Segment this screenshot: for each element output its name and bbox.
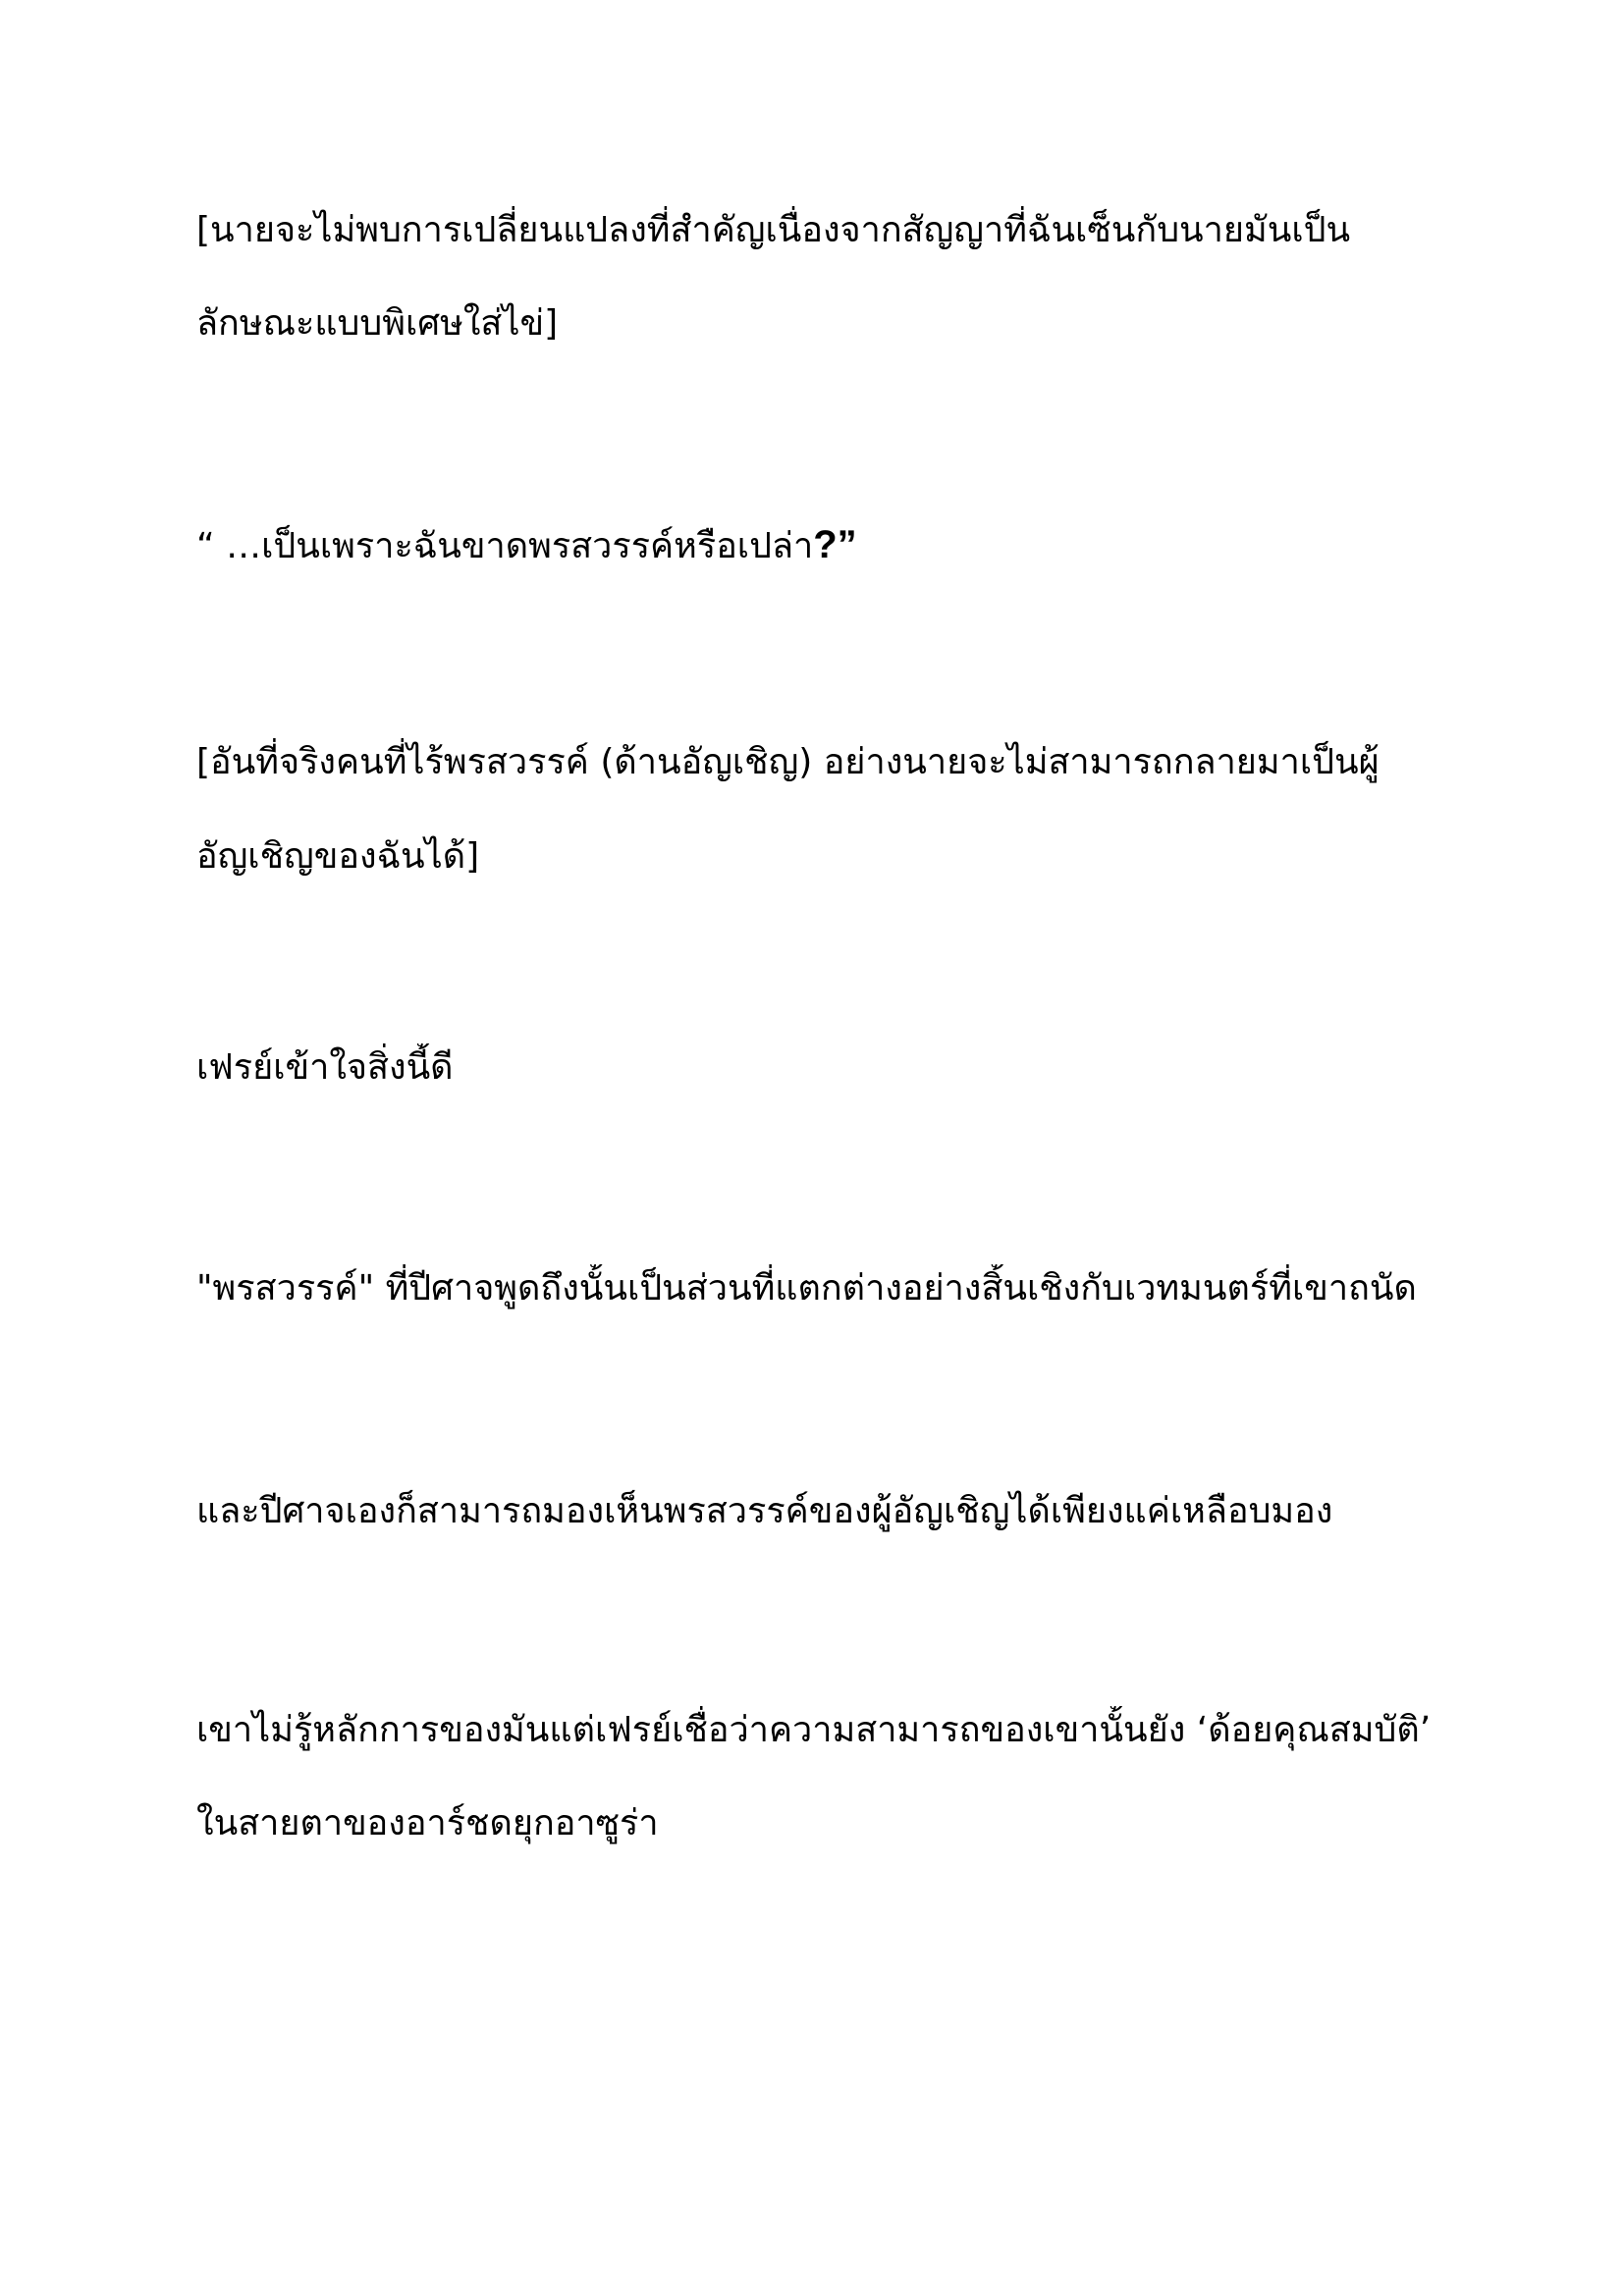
paragraph-3-line-2: อัญเชิญของฉันได้] xyxy=(196,836,480,877)
paragraph-6-line-1: และปีศาจเองก็สามารถมองเห็นพรสวรรค์ของผู้อัญเชิญได้เพียงแค่เหลือบมอง xyxy=(196,1491,1333,1531)
paragraph-4-line-1: เฟรย์เข้าใจสิ่งนี้ดี xyxy=(196,1047,454,1088)
paragraph-7-line-2: ในสายตาของอาร์ชดยุกอาซูร่า xyxy=(196,1803,659,1843)
paragraph-3-line-1: [อันที่จริงคนที่ไร้พรสวรรค์ (ด้านอัญเชิญ) อย่างนายจะไม่สามารถกลายมาเป็นผู้ xyxy=(196,742,1380,782)
dialogue-text: “ …เป็นเพราะฉันขาดพรสวรรค์หรือเปล่า xyxy=(196,526,814,566)
paragraph-1-line-2: ลักษณะแบบพิเศษใส่ไข่] xyxy=(196,303,559,344)
dialogue-closing-mark: ?” xyxy=(813,523,857,566)
paragraph-5-line-1: "พรสวรรค์" ที่ปีศาจพูดถึงนั้นเป็นส่วนที่แตกต่างอย่างสิ้นเชิงกับเวทมนตร์ที่เขาถนัด xyxy=(196,1268,1417,1308)
paragraph-2-line-1 xyxy=(196,520,1434,571)
paragraph-1-line-1: [นายจะไม่พบการเปลี่ยนแปลงที่สำคัญเนื่องจากสัญญาที่ฉันเซ็นกับนายมันเป็น xyxy=(196,210,1351,250)
paragraph-7-line-1: เขาไม่รู้หลักการของมันแต่เฟรย์เชื่อว่าความสามารถของเขานั้นยัง ‘ด้อยคุณสมบัติ’ xyxy=(196,1710,1432,1750)
